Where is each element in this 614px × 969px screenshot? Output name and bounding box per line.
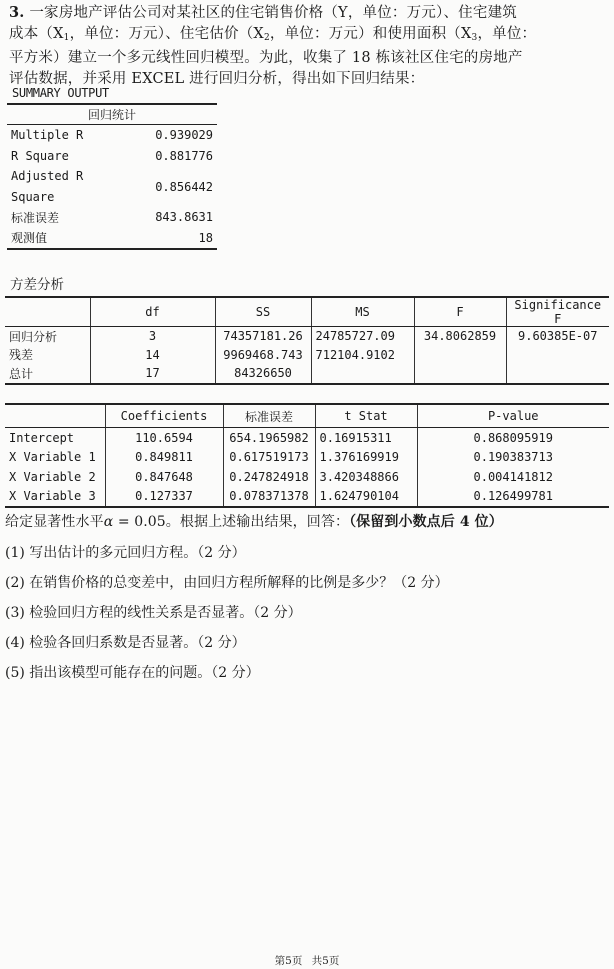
column-header	[5, 404, 105, 428]
cell-df: 14	[90, 346, 215, 365]
cell-t-stat: 1.376169919	[315, 448, 417, 468]
column-header-standard-error: 标准误差	[223, 404, 315, 428]
row-label: X Variable 2	[9, 469, 96, 484]
intro-line-1	[9, 3, 609, 24]
cell-ms: 712104.9102	[311, 346, 414, 365]
column-header-ms: MS	[311, 297, 414, 327]
row-label: X Variable 3	[5, 487, 105, 508]
intro-text-2d: ，单位：	[477, 25, 537, 42]
column-header-p-value: P-value	[417, 404, 609, 428]
summary-output-title: SUMMARY OUTPUT	[12, 86, 109, 100]
column-header-t-stat: t Stat	[315, 404, 417, 428]
table-row	[5, 448, 609, 468]
cell-p-value: 0.190383713	[417, 448, 609, 468]
stat-label: Adjusted R	[11, 169, 84, 184]
stat-label-continued: Square	[11, 189, 55, 204]
table-row	[7, 125, 217, 146]
cell-p-value: 0.004141812	[417, 467, 609, 487]
cell-t-stat: 3.420348866	[315, 467, 417, 487]
column-header-significance-f: Significance F	[506, 297, 609, 327]
row-label: X Variable 1	[9, 450, 96, 465]
subscript-3: 3	[471, 32, 478, 43]
column-header-df: df	[90, 297, 215, 327]
instruction-prefix: 给定显著性水平	[5, 514, 104, 530]
intro-text-2a: 成本（X	[9, 25, 64, 42]
table-row	[5, 428, 609, 448]
stat-label: 标准误差	[11, 210, 60, 225]
intro-line-2	[9, 24, 609, 49]
problem-statement	[9, 3, 609, 89]
row-label: 回归分析	[9, 329, 58, 344]
subscript-2: 2	[263, 32, 270, 43]
table-row	[7, 207, 217, 228]
alpha-symbol: α	[103, 514, 114, 530]
stat-value: 18	[122, 228, 217, 250]
table-row	[5, 364, 609, 384]
cell-t-stat: 1.624790104	[315, 487, 417, 508]
table-row	[7, 228, 217, 250]
stat-value: 843.8631	[155, 210, 213, 225]
row-label: 总计	[5, 364, 90, 384]
regression-statistics-header: 回归统计	[7, 104, 217, 125]
column-header-ss: SS	[215, 297, 311, 327]
question-item-5: (5) 指出该模型可能存在的问题。（2 分）	[5, 665, 260, 681]
coefficients-header-row	[5, 404, 609, 428]
cell-df: 3	[90, 327, 215, 346]
regression-statistics-table	[7, 103, 217, 250]
stat-label: 观测值	[7, 228, 122, 250]
subscript-1: 1	[63, 32, 70, 43]
cell-ss: 74357181.26	[215, 327, 311, 346]
cell-standard-error: 0.078371378	[223, 487, 315, 508]
cell-ss: 9969468.743	[215, 346, 311, 365]
cell-ss: 84326650	[215, 364, 311, 384]
table-row	[5, 467, 609, 487]
row-label: Intercept	[9, 430, 75, 445]
cell-f	[414, 346, 506, 365]
cell-df: 17	[90, 364, 215, 384]
cell-p-value: 0.868095919	[417, 428, 609, 448]
column-header-f: F	[414, 297, 506, 327]
alpha-value: = 0.05。根据上述输出结果，回答：	[113, 514, 350, 530]
cell-ms: 24785727.09	[311, 327, 414, 346]
question-item-3: (3) 检验回归方程的线性关系是否显著。（2 分）	[5, 605, 302, 621]
table-row	[5, 346, 609, 365]
stat-value: 0.856442	[155, 179, 213, 194]
table-row	[5, 327, 609, 346]
cell-coefficient: 0.849811	[105, 448, 223, 468]
table-row	[7, 166, 217, 187]
question-list	[5, 543, 605, 693]
precision-note: （保留到小数点后 4 位）	[349, 514, 503, 530]
problem-number: 3.	[9, 4, 25, 21]
stat-label: R Square	[11, 148, 69, 163]
intro-text-2b: ，单位：万元）、住宅估价（X	[69, 25, 264, 42]
anova-title: 方差分析	[10, 277, 64, 293]
intro-text-1: 一家房地产评估公司对某社区的住宅销售价格（Y，单位：万元）、住宅建筑	[29, 5, 517, 21]
column-header-coefficients: Coefficients	[105, 404, 223, 428]
cell-significance-f	[506, 364, 609, 384]
stat-value: 0.881776	[155, 148, 213, 163]
row-label: 残差	[9, 348, 34, 363]
cell-standard-error: 0.247824918	[223, 467, 315, 487]
intro-line-3: 平方米）建立一个多元线性回归模型。为此，收集了 18 栋该社区住宅的房地产	[9, 50, 523, 66]
significance-instruction	[5, 511, 503, 531]
question-item-4: (4) 检验各回归系数是否显著。（2 分）	[5, 635, 246, 651]
intro-text-2c: ，单位：万元）和使用面积（X	[269, 25, 472, 42]
page-footer: 第5页 共5页	[274, 955, 340, 967]
intro-line-4: 评估数据，并采用 EXCEL 进行回归分析，得出如下回归结果：	[9, 70, 425, 87]
table-row	[7, 146, 217, 167]
question-item-1: (1) 写出估计的多元回归方程。（2 分）	[5, 545, 246, 561]
stat-value: 0.939029	[155, 128, 213, 143]
anova-table	[5, 296, 609, 385]
cell-f	[414, 364, 506, 384]
cell-standard-error: 654.1965982	[223, 428, 315, 448]
cell-coefficient: 110.6594	[105, 428, 223, 448]
cell-ms	[311, 364, 414, 384]
anova-header-row	[5, 297, 609, 327]
coefficients-table	[5, 403, 609, 508]
question-item-2: (2) 在销售价格的总变差中，由回归方程所解释的比例是多少？（2 分）	[5, 575, 449, 591]
cell-coefficient: 0.847648	[105, 467, 223, 487]
cell-coefficient: 0.127337	[105, 487, 223, 508]
stat-label: Multiple R	[11, 128, 84, 143]
cell-p-value: 0.126499781	[417, 487, 609, 508]
cell-t-stat: 0.16915311	[315, 428, 417, 448]
cell-significance-f	[506, 346, 609, 365]
table-row	[5, 487, 609, 508]
cell-f: 34.8062859	[414, 327, 506, 346]
column-header	[5, 297, 90, 327]
cell-significance-f: 9.60385E-07	[506, 327, 609, 346]
cell-standard-error: 0.617519173	[223, 448, 315, 468]
